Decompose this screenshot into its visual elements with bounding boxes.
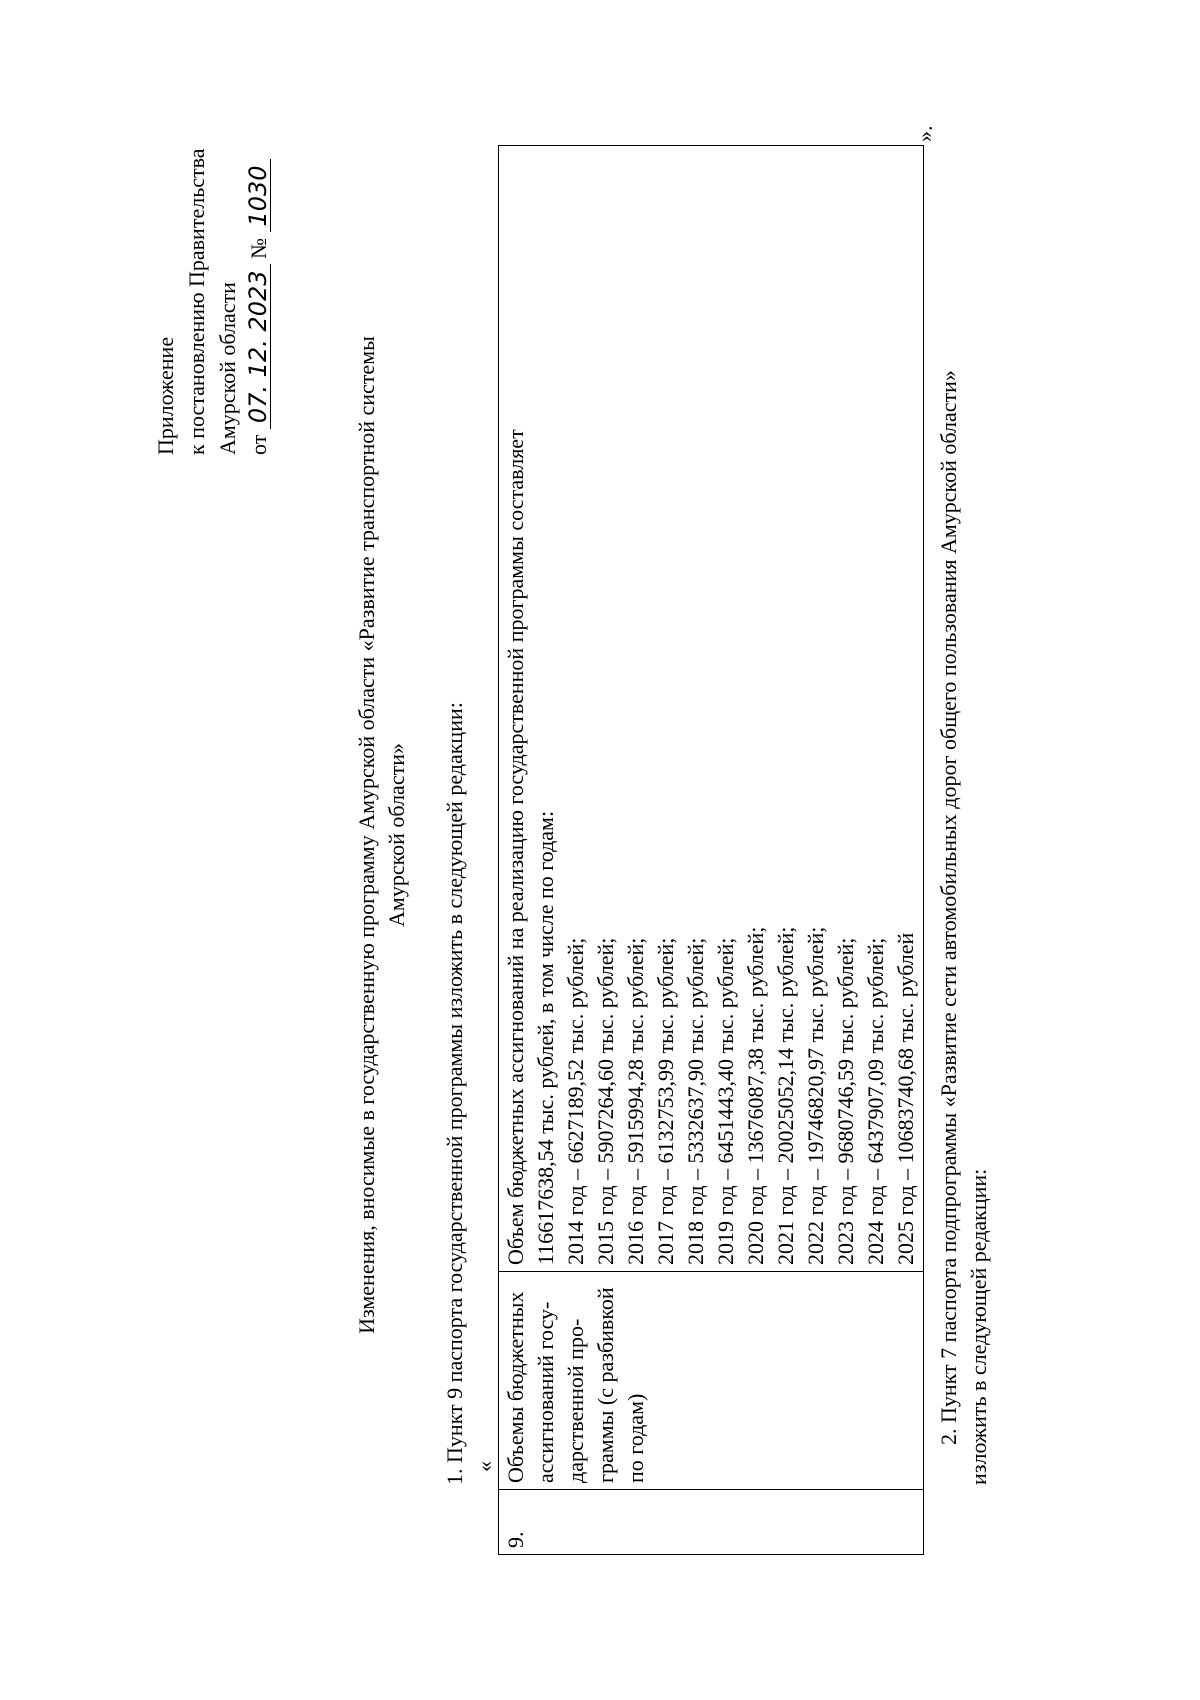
row-value bbox=[501, 152, 921, 1265]
value-line: 2018 год – 5332637,90 тыс. рублей; bbox=[683, 937, 708, 1265]
title-line-1: Изменения, вносимые в государственную программу Амурской области «Развитие транспортной системы bbox=[354, 336, 379, 1334]
passport-table bbox=[498, 145, 924, 1555]
value-line: Объем бюджетных ассигнований на реализацию государственной программы составляет bbox=[503, 429, 528, 1265]
label-line: дарственной про- bbox=[563, 1318, 588, 1483]
label-line: по годам) bbox=[623, 1393, 648, 1483]
value-line: 2024 год – 6437907,09 тыс. рублей; bbox=[863, 937, 888, 1265]
row-value-cell bbox=[499, 146, 924, 1272]
item-2-line-1: 2. Пункт 7 паспорта подпрограммы «Развитие сети автомобильных дорог общего пользования Амурской области» bbox=[936, 370, 961, 1445]
value-line: 2015 год – 5907264,60 тыс. рублей; bbox=[593, 937, 618, 1265]
label-line: граммы (с разбивкой bbox=[593, 1287, 618, 1483]
number-label: № bbox=[246, 238, 271, 259]
row-number-cell bbox=[499, 1490, 924, 1555]
value-line: 2021 год – 20025052,14 тыс. рублей; bbox=[773, 926, 798, 1265]
label-line: Объемы бюджетных bbox=[503, 1291, 528, 1483]
label-line: ассигнований госу- bbox=[533, 1301, 558, 1483]
value-line: 2014 год – 6627189,52 тыс. рублей; bbox=[563, 937, 588, 1265]
appendix-region-line: Амурской области bbox=[215, 282, 240, 455]
appendix-resolution-line: к постановлению Правительства bbox=[184, 148, 209, 455]
item-1-open-quote: « bbox=[472, 1461, 497, 1472]
value-line: 2022 год – 19746820,97 тыс. рублей; bbox=[803, 926, 828, 1265]
row-label-cell bbox=[499, 1272, 924, 1490]
appendix-date-line bbox=[243, 149, 274, 455]
appendix-header bbox=[150, 149, 274, 455]
title-line-2: Амурской области» bbox=[384, 743, 409, 927]
item-2-line-2: изложить в следующей редакции: bbox=[966, 1168, 991, 1485]
value-line: 2016 год – 5915994,28 тыс. рублей; bbox=[623, 937, 648, 1265]
value-line: 2017 год – 6132753,99 тыс. рублей; bbox=[653, 937, 678, 1265]
document-title bbox=[352, 330, 412, 1340]
handwritten-number: 1030 bbox=[246, 159, 271, 232]
row-label bbox=[501, 1278, 651, 1483]
table-row bbox=[499, 146, 924, 1555]
date-prefix: от bbox=[246, 434, 271, 455]
close-quote: ». bbox=[912, 125, 937, 142]
row-number: 9. bbox=[503, 1531, 528, 1548]
appendix-label: Приложение bbox=[153, 336, 178, 455]
handwritten-date: 07. 12. 2023 bbox=[246, 265, 271, 430]
value-line: 116617638,54 тыс. рублей, в том числе по годам: bbox=[533, 810, 558, 1265]
value-line: 2025 год – 10683740,68 тыс. рублей bbox=[893, 932, 918, 1265]
item-1-text: 1. Пункт 9 паспорта государственной программы изложить в следующей редакции: bbox=[442, 702, 467, 1485]
value-line: 2020 год – 13676087,38 тыс. рублей; bbox=[743, 926, 768, 1265]
value-line: 2023 год – 9680746,59 тыс. рублей; bbox=[833, 937, 858, 1265]
value-line: 2019 год – 6451443,40 тыс. рублей; bbox=[713, 937, 738, 1265]
